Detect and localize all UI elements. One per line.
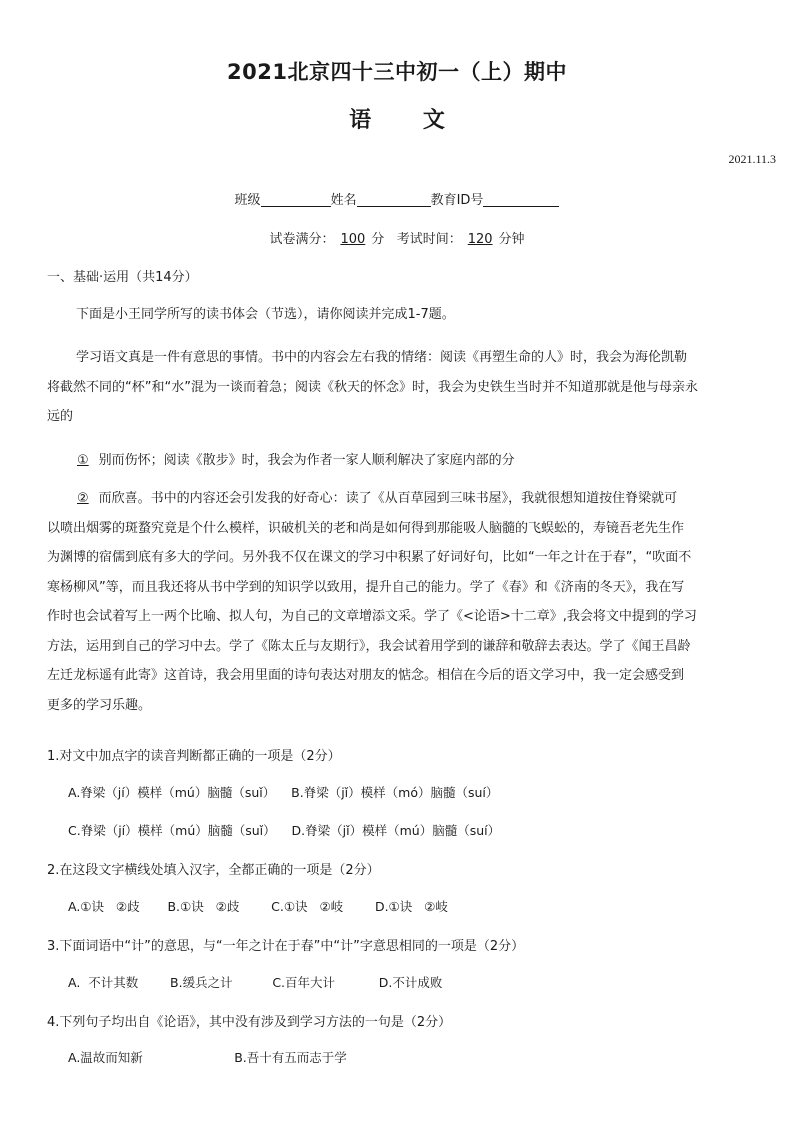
name-blank[interactable]: [357, 192, 431, 207]
paragraph-line: 方法，运用到自己的学习中去。学了《陈太丘与友期行》，我会试着用学到的谦辞和敬辞去表达。学了《闻王昌龄: [47, 638, 691, 654]
question-3: 3.下面词语中“计”的意思，与“一年之计在于春”中“计”字意思相同的一项是（2分）: [47, 939, 525, 954]
paragraph-line: 寒杨柳风”等，而且我还将从书中学到的知识学以致用，提升自己的能力。学了《春》和《济南的冬天》，我在写: [47, 579, 685, 595]
paragraph-line: 以喷出烟雾的斑蝥究竟是个什么模样，识破机关的老和尚是如何得到那能吸人脑髓的飞蜈蚣的，寿镜吾老先生作: [47, 520, 685, 536]
reading-paragraph-2: [47, 446, 751, 476]
full-score-value: 100: [340, 232, 366, 247]
exam-date: 2021.11.3: [728, 152, 776, 166]
paragraph-line: [47, 484, 751, 514]
full-score-label: 试卷满分：: [269, 232, 335, 247]
blank-1: ①: [77, 453, 89, 468]
paragraph-text: 而欣喜。书中的内容还会引发我的好奇心：读了《从百草园到三味书屋》，我就很想知道按住脊梁就可: [98, 491, 678, 506]
section-intro: 下面是小王同学所写的读书体会（节选），请你阅读并完成1-7题。: [76, 307, 455, 322]
question-4-options-row: A.温故而知新 B.吾十有五而志于学: [68, 1050, 347, 1065]
section-heading: 一、基础·运用（共14分）: [47, 270, 198, 285]
class-label: 班级: [234, 193, 261, 208]
paragraph-line: 学习语文真是一件有意思的事情。书中的内容会左右我的情绪：阅读《再塑生命的人》时，我会为海伦凯勒: [76, 350, 688, 365]
reading-paragraph-1: [47, 343, 751, 432]
paragraph-line: 作时也会试着写上一两个比喻、拟人句，为自己的文章增添文采。学了《<论语>十二章》,我会将文中提到的学习: [47, 609, 697, 624]
question-2-options-row: A.①诀 ②歧 B.①诀 ②歧 C.①诀 ②岐 D.①诀 ②岐: [68, 899, 448, 914]
question-1-options-row: C.脊梁（jí）模样（mú）脑髓（suǐ） D.脊梁（jǐ）模样（mú）脑髓（suí）: [68, 823, 501, 838]
time-value: 120: [467, 232, 493, 247]
question-2: 2.在这段文字横线处填入汉字，全都正确的一项是（2分）: [47, 863, 380, 878]
id-label: 教育ID号: [430, 193, 484, 208]
question-3-options-row: A. 不计其数 B.缓兵之计 C.百年大计 D.不计成败: [68, 975, 443, 990]
subject-char: 文: [422, 108, 445, 133]
subject-char: 语: [349, 108, 372, 133]
blank-2: ②: [77, 491, 89, 506]
name-label: 姓名: [330, 193, 357, 208]
time-label: 考试时间：: [396, 232, 462, 247]
reading-paragraph-3: [47, 484, 751, 720]
paragraph-line: 为渊博的宿儒到底有多大的学问。另外我不仅在课文的学习中积累了好词好句，比如“一年之计在于春”，“吹面不: [47, 550, 692, 565]
paragraph-text: 别而伤怀；阅读《散步》时，我会为作者一家人顺利解决了家庭内部的分: [98, 453, 515, 468]
question-1: 1.对文中加点字的读音判断都正确的一项是（2分）: [47, 749, 341, 764]
exam-title: 2021北京四十三中初一（上）期中: [227, 60, 567, 84]
paragraph-line: 远的: [47, 409, 74, 424]
class-blank[interactable]: [261, 192, 331, 207]
subject-title: [0, 103, 794, 134]
question-4: 4.下列句子均出自《论语》，其中没有涉及到学习方法的一句是（2分）: [47, 1015, 452, 1030]
student-info-line: [0, 189, 794, 208]
paragraph-line: [47, 446, 751, 476]
score-time-line: [0, 228, 794, 247]
paragraph-line: 更多的学习乐趣。: [47, 697, 152, 713]
id-blank[interactable]: [483, 192, 559, 207]
question-1-options-row: A.脊梁（jí）模样（mú）脑髓（suǐ） B.脊梁（jǐ）模样（mó）脑髓（suí）: [68, 785, 499, 800]
full-score-unit: 分: [371, 232, 385, 247]
paragraph-line: 左迁龙标遥有此寄》这首诗，我会用里面的诗句表达对朋友的惦念。相信在今后的语文学习中，我一定会感受到: [47, 668, 685, 683]
time-unit: 分钟: [498, 232, 525, 247]
paragraph-line: 将截然不同的“杯”和“水”混为一谈而着急；阅读《秋天的怀念》时，我会为史铁生当时并不知道那就是他与母亲永: [47, 379, 698, 395]
